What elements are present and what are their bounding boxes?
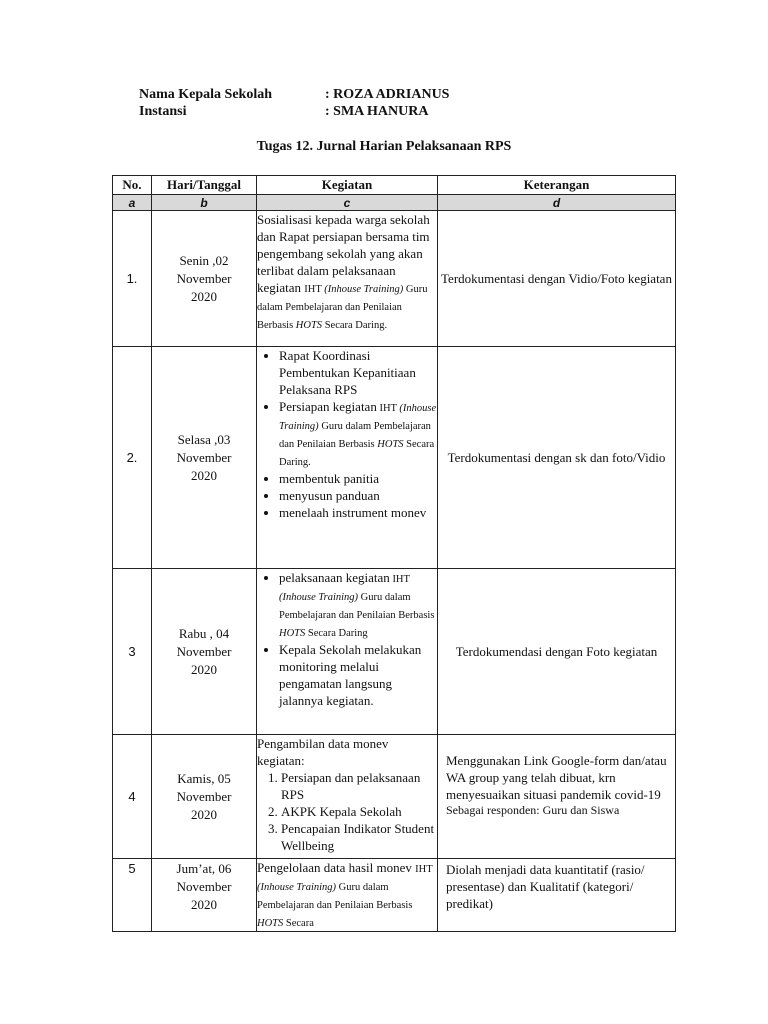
table-row: [113, 347, 676, 569]
header-date: Hari/Tanggal: [152, 176, 257, 195]
detail-italic: (Inhouse Training): [279, 403, 437, 432]
row-activity: [257, 859, 438, 932]
date-month: November: [176, 879, 232, 894]
detail-part: IHT: [376, 403, 400, 414]
date-day: Selasa ,03: [177, 431, 231, 447]
principal-label: Nama Kepala Sekolah: [139, 87, 273, 102]
detail-italic: HOTS: [377, 439, 404, 450]
detail-part: Secara Daring.: [279, 439, 435, 468]
detail-part: IHT: [304, 284, 325, 295]
header-info: [139, 86, 449, 120]
date-day: Jum’at, 06: [176, 861, 232, 876]
date-year: 2020: [191, 806, 217, 822]
row-date: [152, 735, 257, 859]
header-note: Keterangan: [438, 176, 676, 195]
date-year: 2020: [191, 897, 217, 912]
table-row: [113, 735, 676, 859]
table-row: [113, 211, 676, 347]
note-respondent: Sebagai responden: Guru dan Siswa: [446, 803, 620, 817]
header-activity: Kegiatan: [257, 176, 438, 195]
date-month: November: [176, 788, 232, 804]
detail-part: Guru dalam Pembelajaran dan Penilaian Berbasis: [257, 882, 413, 911]
list-item: • menelaah instrument monev: [279, 504, 437, 521]
list-item: • menyusun panduan: [279, 487, 437, 504]
activity-text: Sosialisasi kepada warga sekolah dan Rapat persiapan bersama tim pengembang sekolah yang akan terlibat dalam pelaksanaan kegiatan: [257, 212, 430, 295]
table-row: [113, 859, 676, 932]
date-month: November: [176, 449, 232, 465]
note-text: Menggunakan Link Google-form dan/atau WA group yang telah dibuat, krn menyesuaikan situasi pandemik covid-19: [446, 753, 667, 802]
row-activity: [257, 211, 438, 347]
row-number: 5: [113, 859, 152, 932]
header-row: [113, 176, 676, 195]
table-row: [113, 569, 676, 735]
activity-intro: Pengambilan data monev kegiatan:: [257, 736, 389, 768]
document-title: Tugas 12. Jurnal Harian Pelaksanaan RPS: [256, 139, 512, 154]
detail-italic: (Inhouse Training): [279, 592, 359, 603]
row-date: [152, 211, 257, 347]
list-item: [279, 569, 437, 641]
row-activity: [257, 347, 438, 569]
letter-d: d: [438, 195, 676, 211]
journal-table: [112, 175, 676, 932]
detail-part: Secara Daring.: [322, 320, 388, 331]
detail-part: IHT: [389, 574, 410, 585]
detail-part: IHT: [415, 864, 433, 875]
row-number: 2.: [113, 347, 152, 569]
institution-row: [139, 103, 449, 120]
date-day: Senin ,02: [179, 252, 229, 268]
row-note: Terdokumentasi dengan Vidio/Foto kegiatan: [438, 211, 676, 347]
detail-part: Guru dalam Pembelajaran dan Penilaian Berbasis: [279, 592, 435, 621]
letter-c: c: [257, 195, 438, 211]
date-year: 2020: [191, 288, 217, 304]
letter-a: a: [113, 195, 152, 211]
detail-part: Guru dalam Pembelajaran dan Penilaian Berbasis: [279, 421, 431, 450]
row-number: 1.: [113, 211, 152, 347]
detail-italic: (Inhouse Training): [324, 284, 404, 295]
list-item: • Kepala Sekolah melakukan monitoring melalui pengamatan langsung jalannya kegiatan.: [279, 641, 437, 709]
detail-italic: (Inhouse Training): [257, 882, 337, 893]
list-item: 3. Pencapaian Indikator Student Wellbeing: [281, 820, 437, 854]
detail-italic: HOTS: [295, 320, 323, 331]
row-number: 4: [113, 735, 152, 859]
row-note: Terdokumentasi dengan sk dan foto/Vidio: [438, 347, 676, 569]
date-year: 2020: [191, 467, 217, 483]
item-text: Persiapan kegiatan: [279, 399, 377, 414]
date-day: Kamis, 05: [177, 770, 231, 786]
list-item: • membentuk panitia: [279, 470, 437, 487]
list-item: 2. AKPK Kepala Sekolah: [281, 803, 437, 820]
date-year: 2020: [191, 661, 217, 677]
row-note: Diolah menjadi data kuantitatif (rasio/ presentase) dan Kualitatif (kategori/ predikat): [438, 859, 676, 932]
date-day: Rabu , 04: [178, 625, 230, 641]
principal-value: : ROZA ADRIANUS: [325, 87, 450, 102]
institution-value: : SMA HANURA: [325, 104, 429, 119]
detail-italic: HOTS: [257, 918, 284, 929]
detail-part: Guru dalam Pembelajaran dan Penilaian Berbasis: [257, 284, 428, 331]
date-month: November: [176, 643, 232, 659]
activity-list: [257, 347, 437, 521]
row-note: Terdokumendasi dengan Foto kegiatan: [438, 569, 676, 735]
list-item: [279, 398, 437, 470]
row-activity: [257, 735, 438, 859]
row-date: [152, 569, 257, 735]
row-date: [152, 347, 257, 569]
header-no: No.: [113, 176, 152, 195]
detail-italic: HOTS: [279, 628, 306, 639]
activity-text: Pengelolaan data hasil monev: [257, 860, 412, 875]
list-item: • Rapat Koordinasi Pembentukan Kepanitiaan Pelaksana RPS: [279, 347, 437, 398]
row-activity: [257, 569, 438, 735]
row-date: [152, 859, 257, 932]
activity-list: [257, 569, 437, 709]
activity-numbered-list: [257, 769, 437, 854]
item-text: pelaksanaan kegiatan: [279, 570, 390, 585]
detail-part: Secara Daring: [305, 628, 368, 639]
list-item: 1. Persiapan dan pelaksanaan RPS: [281, 769, 437, 803]
institution-label: Instansi: [139, 104, 187, 119]
date-month: November: [176, 270, 232, 286]
principal-row: [139, 86, 449, 103]
row-number: 3: [113, 569, 152, 735]
detail-part: Secara: [283, 918, 314, 929]
letter-row: [113, 195, 676, 211]
letter-b: b: [152, 195, 257, 211]
row-note: [438, 735, 676, 859]
